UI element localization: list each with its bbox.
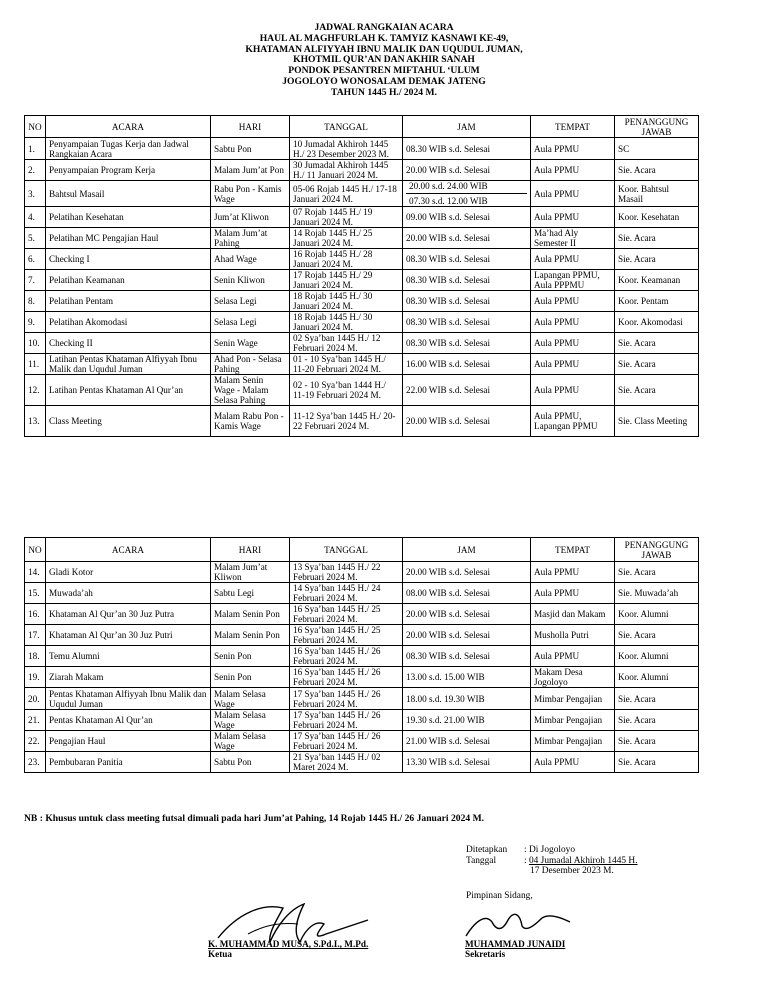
cell-tempat: Mimbar Pengajian (531, 688, 615, 710)
cell-jam: 09.00 WIB s.d. Selesai (403, 207, 531, 228)
table-row (25, 710, 699, 731)
header-tempat: TEMPAT (531, 116, 615, 138)
cell-pj: Sie. Class Meeting (615, 406, 699, 437)
cell-tanggal: 17 Sya’ban 1445 H./ 26 Februari 2024 M. (290, 731, 403, 752)
signer-right-name: MUHAMMAD JUNAIDI (465, 939, 566, 949)
header-penanggung-jawab: PENANGGUNG JAWAB (615, 116, 699, 138)
cell-pj: Koor. Alumni (615, 604, 699, 625)
table-row (25, 731, 699, 752)
cell-acara: Khataman Al Qur’an 30 Juz Putri (46, 625, 211, 646)
cell-no: 7. (25, 270, 46, 291)
cell-tanggal: 11-12 Sya’ban 1445 H./ 20-22 Februari 2024 M. (290, 406, 403, 437)
cell-tempat: Aula PPMU (531, 207, 615, 228)
signer-right-role: Sekretaris (465, 949, 506, 959)
cell-tempat: Aula PPMU (531, 752, 615, 773)
header-jam: JAM (403, 116, 531, 138)
cell-jam: 08.30 WIB s.d. Selesai (403, 333, 531, 354)
cell-tempat: Aula PPMU (531, 562, 615, 583)
signer-left-role: Ketua (208, 949, 232, 959)
cell-acara: Bahtsul Masail (46, 181, 211, 207)
cell-hari: Sabtu Legi (211, 583, 290, 604)
signer-right (465, 939, 565, 959)
cell-hari: Jum’at Kliwon (211, 207, 290, 228)
table-row (25, 562, 699, 583)
table-row (25, 291, 699, 312)
cell-tanggal: 17 Sya’ban 1445 H./ 26 Februari 2024 M. (290, 710, 403, 731)
table-row (25, 160, 699, 181)
cell-acara: Pelatihan MC Pengajian Haul (46, 228, 211, 249)
cell-no: 4. (25, 207, 46, 228)
cell-pj: Koor. Akomodasi (615, 312, 699, 333)
title-line: JADWAL RANGKAIAN ACARA (314, 22, 454, 33)
note-label: NB : (24, 813, 43, 824)
cell-jam (403, 181, 531, 207)
table-row (25, 138, 699, 160)
cell-no: 1. (25, 138, 46, 160)
cell-tempat: Aula PPMU (531, 138, 615, 160)
cell-pj: Sie. Acara (615, 160, 699, 181)
header-tempat: TEMPAT (531, 538, 615, 562)
table-row (25, 312, 699, 333)
cell-acara: Latihan Pentas Khataman Alfiyyah Ibnu Malik dan Uqudul Juman (46, 354, 211, 375)
cell-no: 17. (25, 625, 46, 646)
cell-no: 9. (25, 312, 46, 333)
cell-pj: Sie. Acara (615, 249, 699, 270)
table-row (25, 752, 699, 773)
cell-jam: 20.00 WIB s.d. Selesai (403, 160, 531, 181)
title-line: TAHUN 1445 H./ 2024 M. (331, 86, 437, 98)
table-header-row (25, 116, 699, 138)
cell-tempat: Aula PPMU, Lapangan PPMU (531, 406, 615, 437)
table-row (25, 688, 699, 710)
cell-tempat: Aula PPMU (531, 291, 615, 312)
header-tanggal: TANGGAL (290, 538, 403, 562)
cell-tanggal: 18 Rojab 1445 H./ 30 Januari 2024 M. (290, 291, 403, 312)
cell-jam: 20.00 WIB s.d. Selesai (403, 625, 531, 646)
cell-pj: Sie. Acara (615, 562, 699, 583)
cell-hari: Malam Jum’at Pon (211, 160, 290, 181)
cell-tanggal: 16 Sya’ban 1445 H./ 26 Februari 2024 M. (290, 646, 403, 667)
schedule-table-1 (24, 115, 699, 437)
cell-pj: Sie. Acara (615, 752, 699, 773)
tanggal-prefix: : (524, 855, 529, 866)
cell-no: 10. (25, 333, 46, 354)
cell-acara: Muwada’ah (46, 583, 211, 604)
cell-no: 11. (25, 354, 46, 375)
cell-tanggal: 16 Sya’ban 1445 H./ 26 Februari 2024 M. (290, 667, 403, 688)
cell-tanggal: 02 - 10 Sya’ban 1444 H./ 11-19 Februari 2024 M. (290, 375, 403, 406)
cell-acara: Pelatihan Akomodasi (46, 312, 211, 333)
cell-acara: Pelatihan Keamanan (46, 270, 211, 291)
cell-acara: Pengajian Haul (46, 731, 211, 752)
cell-hari: Ahad Pon - Selasa Pahing (211, 354, 290, 375)
title-line: JOGOLOYO WONOSALAM DEMAK JATENG (282, 75, 486, 87)
tanggal-value: 04 Jumadal Akhiroh 1445 H. (528, 855, 638, 866)
cell-no: 16. (25, 604, 46, 625)
cell-pj: Sie. Acara (615, 731, 699, 752)
cell-hari: Sabtu Pon (211, 752, 290, 773)
cell-acara: Pembubaran Panitia (46, 752, 211, 773)
cell-no: 5. (25, 228, 46, 249)
note-text: Khusus untuk class meeting futsal dimuali pada hari Jum’at Pahing, 14 Rojab 1445 H./ 26 Januari 2024 M. (45, 813, 485, 824)
cell-no: 14. (25, 562, 46, 583)
cell-jam: 19.30 s.d. 21.00 WIB (403, 710, 531, 731)
schedule-table-2 (24, 537, 699, 773)
cell-hari: Malam Senin Pon (211, 604, 290, 625)
cell-pj: Koor. Alumni (615, 646, 699, 667)
cell-no: 8. (25, 291, 46, 312)
cell-acara: Ziarah Makam (46, 667, 211, 688)
cell-no: 23. (25, 752, 46, 773)
signer-left-name: K. MUHAMMAD MUSA, S.Pd.I., M.Pd. (208, 939, 369, 949)
cell-jam: 20.00 WIB s.d. Selesai (403, 604, 531, 625)
cell-acara: Penyampaian Program Kerja (46, 160, 211, 181)
cell-hari: Malam Jum’at Pahing (211, 228, 290, 249)
table-row (25, 583, 699, 604)
signer-left (208, 939, 368, 959)
cell-no: 18. (25, 646, 46, 667)
cell-hari: Malam Senin Pon (211, 625, 290, 646)
table-row (25, 406, 699, 437)
cell-acara: Khataman Al Qur’an 30 Juz Putra (46, 604, 211, 625)
header-hari: HARI (211, 538, 290, 562)
table-row (25, 604, 699, 625)
cell-jam: 08.00 WIB s.d. Selesai (403, 583, 531, 604)
cell-jam: 22.00 WIB s.d. Selesai (403, 375, 531, 406)
title-line: HAUL AL MAGHFURLAH K. TAMYIZ KASNAWI KE-49, (259, 32, 509, 44)
cell-pj: Koor. Kesehatan (615, 207, 699, 228)
cell-no: 19. (25, 667, 46, 688)
cell-pj: Koor. Bahtsul Masail (615, 181, 699, 207)
cell-no: 20. (25, 688, 46, 710)
cell-jam-line: 07.30 s.d. 12.00 WIB (409, 196, 488, 206)
cell-tempat: Masjid dan Makam (531, 604, 615, 625)
cell-pj: Sie. Acara (615, 228, 699, 249)
signature-sekretaris (462, 902, 582, 942)
table-row (25, 667, 699, 688)
cell-pj: Sie. Acara (615, 625, 699, 646)
cell-acara: Pentas Khataman Al Qur’an (46, 710, 211, 731)
cell-tempat: Aula PPMU (531, 646, 615, 667)
cell-tanggal: 13 Sya’ban 1445 H./ 22 Februari 2024 M. (290, 562, 403, 583)
cell-tempat: Lapangan PPMU, Aula PPPMU (531, 270, 615, 291)
table-row (25, 375, 699, 406)
cell-acara: Checking I (46, 249, 211, 270)
cell-pj: SC (615, 138, 699, 160)
cell-tanggal: 17 Sya’ban 1445 H./ 26 Februari 2024 M. (290, 688, 403, 710)
title-line: KHATAMAN ALFIYYAH IBNU MALIK DAN UQUDUL JUMAN, (245, 43, 523, 55)
table-row (25, 207, 699, 228)
cell-hari: Malam Jum’at Kliwon (211, 562, 290, 583)
header-hari: HARI (211, 116, 290, 138)
cell-tempat: Aula PPMU (531, 333, 615, 354)
document-title (0, 23, 768, 99)
table-row (25, 270, 699, 291)
cell-tanggal: 07 Rojab 1445 H./ 19 Januari 2024 M. (290, 207, 403, 228)
ditetapkan-label: Ditetapkan (466, 845, 508, 855)
tanggal-label: Tanggal (466, 855, 497, 866)
cell-pj: Sie. Acara (615, 354, 699, 375)
cell-hari: Senin Pon (211, 646, 290, 667)
cell-jam: 08.30 WIB s.d. Selesai (403, 291, 531, 312)
cell-tanggal: 17 Rojab 1445 H./ 29 Januari 2024 M. (290, 270, 403, 291)
cell-no: 21. (25, 710, 46, 731)
cell-acara: Latihan Pentas Khataman Al Qur’an (46, 375, 211, 406)
cell-pj: Sie. Muwada’ah (615, 583, 699, 604)
cell-no: 22. (25, 731, 46, 752)
cell-jam: 20.00 WIB s.d. Selesai (403, 406, 531, 437)
tanggal-value-masehi: 17 Desember 2023 M. (530, 866, 614, 877)
table-row (25, 181, 699, 207)
cell-acara: Pelatihan Pentam (46, 291, 211, 312)
cell-tanggal: 10 Jumadal Akhiroh 1445 H./ 23 Desember 2023 M. (290, 138, 403, 160)
cell-no: 15. (25, 583, 46, 604)
cell-tanggal: 01 - 10 Sya’ban 1445 H./ 11-20 Februari 2024 M. (290, 354, 403, 375)
cell-pj: Koor. Pentam (615, 291, 699, 312)
cell-no: 6. (25, 249, 46, 270)
cell-jam: 20.00 WIB s.d. Selesai (403, 228, 531, 249)
cell-tempat: Aula PPMU (531, 583, 615, 604)
cell-jam: 08.30 WIB s.d. Selesai (403, 249, 531, 270)
cell-hari: Rabu Pon - Kamis Wage (211, 181, 290, 207)
cell-tanggal: 16 Sya’ban 1445 H./ 25 Februari 2024 M. (290, 604, 403, 625)
cell-jam: 13.00 s.d. 15.00 WIB (403, 667, 531, 688)
cell-hari: Senin Kliwon (211, 270, 290, 291)
cell-pj: Sie. Acara (615, 375, 699, 406)
cell-hari: Sabtu Pon (211, 138, 290, 160)
cell-no: 12. (25, 375, 46, 406)
cell-tempat: Aula PPMU (531, 160, 615, 181)
header-penanggung-jawab: PENANGGUNG JAWAB (615, 538, 699, 562)
cell-hari: Ahad Wage (211, 249, 290, 270)
header-acara: ACARA (46, 116, 211, 138)
cell-hari: Malam Selasa Wage (211, 688, 290, 710)
pimpinan-sidang-label: Pimpinan Sidang, (466, 891, 533, 901)
cell-jam: 18.00 s.d. 19.30 WIB (403, 688, 531, 710)
cell-tanggal: 14 Sya’ban 1445 H./ 24 Februari 2024 M. (290, 583, 403, 604)
title-line: KHOTMIL QUR’AN DAN AKHIR SANAH (293, 54, 475, 66)
cell-hari: Senin Pon (211, 667, 290, 688)
cell-hari: Malam Senin Wage - Malam Selasa Pahing (211, 375, 290, 406)
cell-jam: 08.30 WIB s.d. Selesai (403, 312, 531, 333)
header-acara: ACARA (46, 538, 211, 562)
cell-hari: Malam Rabu Pon - Kamis Wage (211, 406, 290, 437)
cell-hari: Selasa Legi (211, 291, 290, 312)
cell-tanggal: 16 Rojab 1445 H./ 28 Januari 2024 M. (290, 249, 403, 270)
cell-tanggal: 30 Jumadal Akhiroh 1445 H./ 11 Januari 2024 M. (290, 160, 403, 181)
cell-tanggal: 14 Rojab 1445 H./ 25 Januari 2024 M. (290, 228, 403, 249)
cell-pj: Sie. Acara (615, 710, 699, 731)
table-row (25, 646, 699, 667)
cell-jam: 16.00 WIB s.d. Selesai (403, 354, 531, 375)
cell-hari: Selasa Legi (211, 312, 290, 333)
cell-no: 3. (25, 181, 46, 207)
cell-acara: Checking II (46, 333, 211, 354)
cell-jam: 08.30 WIB s.d. Selesai (403, 646, 531, 667)
cell-jam: 21.00 WIB s.d. Selesai (403, 731, 531, 752)
cell-jam: 20.00 WIB s.d. Selesai (403, 562, 531, 583)
cell-pj: Koor. Alumni (615, 667, 699, 688)
cell-tempat: Aula PPMU (531, 375, 615, 406)
cell-no: 2. (25, 160, 46, 181)
cell-tanggal: 02 Sya’ban 1445 H./ 12 Februari 2024 M. (290, 333, 403, 354)
header-no: NO (25, 116, 46, 138)
table-row (25, 228, 699, 249)
ditetapkan-value: : Di Jogoloyo (524, 845, 576, 855)
cell-hari: Malam Selasa Wage (211, 710, 290, 731)
table-row (25, 249, 699, 270)
cell-tanggal: 05-06 Rojab 1445 H./ 17-18 Januari 2024 M. (290, 181, 403, 207)
cell-tanggal: 21 Sya’ban 1445 H./ 02 Maret 2024 M. (290, 752, 403, 773)
cell-acara: Class Meeting (46, 406, 211, 437)
table-row (25, 354, 699, 375)
cell-tempat: Musholla Putri (531, 625, 615, 646)
cell-tempat: Aula PPMU (531, 354, 615, 375)
ditetapkan-block (466, 845, 638, 877)
note (24, 813, 484, 824)
cell-tempat: Mimbar Pengajian (531, 710, 615, 731)
cell-hari: Malam Selasa Wage (211, 731, 290, 752)
cell-acara: Gladi Kotor (46, 562, 211, 583)
table-row (25, 333, 699, 354)
cell-tempat: Mimbar Pengajian (531, 731, 615, 752)
cell-acara: Pentas Khataman Alfiyyah Ibnu Malik dan Uqudul Juman (46, 688, 211, 710)
cell-tanggal: 16 Sya’ban 1445 H./ 25 Februari 2024 M. (290, 625, 403, 646)
cell-tempat: Makam Desa Jogoloyo (531, 667, 615, 688)
cell-no: 13. (25, 406, 46, 437)
cell-jam: 13.30 WIB s.d. Selesai (403, 752, 531, 773)
cell-tempat: Aula PPMU (531, 312, 615, 333)
cell-jam: 08.30 WIB s.d. Selesai (403, 138, 531, 160)
cell-pj: Sie. Acara (615, 688, 699, 710)
table-header-row (25, 538, 699, 562)
cell-acara: Temu Alumni (46, 646, 211, 667)
cell-jam: 08.30 WIB s.d. Selesai (403, 270, 531, 291)
header-no: NO (25, 538, 46, 562)
cell-acara: Penyampaian Tugas Kerja dan Jadwal Rangkaian Acara (46, 138, 211, 160)
header-tanggal: TANGGAL (290, 116, 403, 138)
cell-hari: Senin Wage (211, 333, 290, 354)
title-line: PONDOK PESANTREN MIFTAHUL ‘ULUM (288, 65, 480, 77)
header-jam: JAM (403, 538, 531, 562)
cell-tempat: Ma’had Aly Semester II (531, 228, 615, 249)
table-row (25, 625, 699, 646)
cell-tempat: Aula PPMU (531, 249, 615, 270)
cell-jam-line: 20.00 s.d. 24.00 WIB (406, 181, 527, 194)
cell-pj: Koor. Keamanan (615, 270, 699, 291)
cell-pj: Sie. Acara (615, 333, 699, 354)
cell-tempat: Aula PPMU (531, 181, 615, 207)
cell-acara: Pelatihan Kesehatan (46, 207, 211, 228)
cell-tanggal: 18 Rojab 1445 H./ 30 Januari 2024 M. (290, 312, 403, 333)
